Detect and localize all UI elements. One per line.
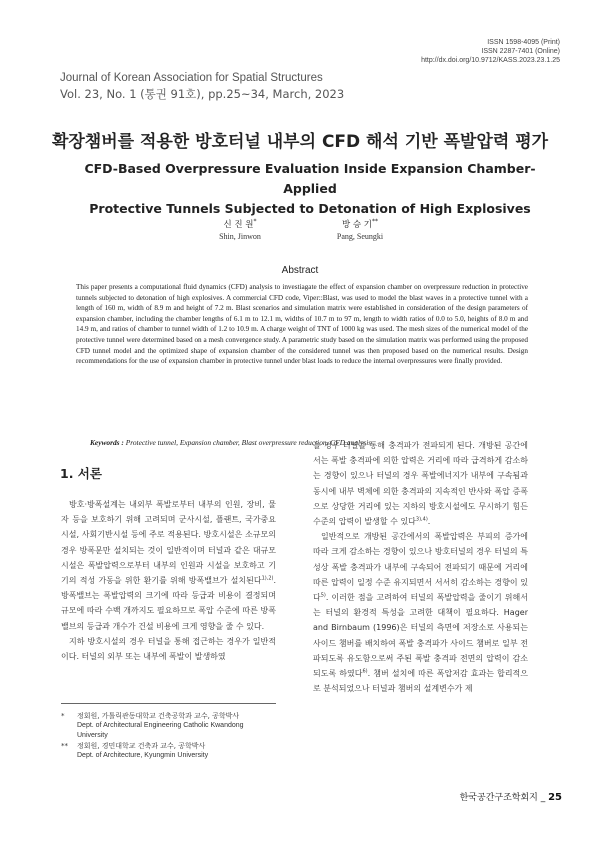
footnote-divider	[61, 703, 276, 704]
page-number: 25	[548, 792, 562, 803]
issn-block	[421, 38, 560, 65]
footnotes	[61, 711, 276, 761]
author-2-name-kr: 방 승 기	[341, 219, 373, 230]
footer-journal: 한국공간구조학회지 _	[459, 793, 549, 803]
footnote-kr: 정회원, 가톨릭관동대학교 건축공학과 교수, 공학박사	[77, 712, 240, 720]
citation: 1),2)	[261, 575, 274, 582]
paragraph-text: . 챔버 설치에 따른 폭압저감 효과는 합리적으로 분석되었으나 터널과 챔버의 설계변수가 제	[313, 669, 528, 694]
title-english	[60, 159, 560, 219]
citation: 5)	[320, 592, 326, 599]
footnote-kr: 정회원, 경민대학교 건축과 교수, 공학박사	[77, 742, 206, 750]
left-column-body	[61, 497, 276, 702]
keywords-text: Protective tunnel, Expansion chamber, Blast overpressure reduction, CFD analysis	[125, 438, 372, 447]
footnote-mark: *	[61, 712, 65, 720]
footnote-mark: **	[61, 742, 68, 750]
journal-name: Journal of Korean Association for Spatial Structures	[60, 72, 323, 84]
paragraph-text: 일반적으로 개방된 공간에서의 폭발압력은 부피의 증가에 따라 크게 감소하는 경향이 있으나 방호터널의 경우 터널의 특성상 폭발 충격파가 내부에 구속되어 전파되기 때문에 거리에 따른 압력이 일정 수준 유지되면서 서서히 감소하는 경향이 있다	[313, 532, 528, 603]
paragraph	[61, 634, 276, 664]
right-column-body	[313, 438, 528, 784]
author-1-name-en: Shin, Jinwon	[219, 231, 261, 241]
title-english-line1: CFD-Based Overpressure Evaluation Inside Expansion Chamber-Applied	[84, 161, 536, 196]
author-1-name-kr: 신 진 원	[223, 219, 254, 230]
doi-link[interactable]: http://dx.doi.org/10.9712/KASS.2023.23.1.25	[421, 57, 560, 64]
author-2-name-en: Pang, Seungki	[336, 231, 384, 241]
paragraph-text: 지하 방호시설의 경우 터널을 통해 접근하는 경우가 일반적이다. 터널의 외부 또는 내부에 폭발이 발생하였	[61, 636, 276, 662]
paragraph-text: 을 경우 터널을 통해 충격파가 전파되게 된다. 개방된 공간에서는 폭발 충격파에 의한 압력은 거리에 따라 급격하게 감소하는 경향이 있으나 터널의 경우 폭발에너지가 내부에 구속됨과 동시에 내부 벽체에 의한 충격파의 지속적인 반사와 폭압 증폭으로 상당한 거리에 있는 지하의 방호시설에도 무시하기 힘든 수준의 압력이 발생할 수 있다	[313, 441, 528, 527]
section-heading-intro: 1. 서론	[60, 466, 102, 481]
issn-print: ISSN 1598-4095 (Print)	[487, 39, 560, 46]
author-2	[280, 216, 440, 243]
keywords-label: Keywords :	[90, 438, 126, 447]
author-2-mark: **	[372, 218, 379, 225]
title-korean: 확장챔버를 적용한 방호터널 내부의 CFD 해석 기반 폭발압력 평가	[51, 132, 549, 152]
footnote-en: Dept. of Architecture, Kyungmin University	[77, 752, 209, 759]
title-english-line2: Protective Tunnels Subjected to Detonation of High Explosives	[89, 201, 531, 216]
paragraph-text: 방호·방폭설계는 내외부 폭발로부터 내부의 인원, 장비, 물자 등을 보호하기 위해 고려되며 군사시설, 플랜트, 국가중요시설, 사회기반시설 등에 주로 적용된다. 방호시설은 소규모의 경우 방폭문만 설치되는 것이 일반적이며 터널과 같은 대규모 시설은 폭발압력으로부터 내부의 인원과 시설을 보호하고 기기의 적성 가동을 위한 환기를 위해 방폭밸브가 설치된다	[61, 500, 276, 586]
paragraph-text: . 방폭밸브는 폭발압력의 크기에 따라 등급과 비용이 결정되며 규모에 따라 수백 개까지도 필요하므로 폭압 수준에 따른 방폭밸브의 등급과 개수가 건설 비용에 크게 영향을 줄 수 있다.	[61, 576, 276, 631]
author-1-mark: *	[253, 218, 257, 225]
footnote-en: Dept. of Architectural Engineering Catholic Kwandong University	[77, 722, 244, 739]
abstract-heading: Abstract	[281, 265, 319, 276]
page-footer	[460, 790, 562, 803]
citation: 3),4)	[415, 516, 428, 523]
abstract-body: This paper presents a computational fluid dynamics (CFD) analysis to investiagate the effect of expansion chamber on overpressure reduction in protective tunnels subjected to detonation of high explosives. A commercial CFD code, Viper::Blast, was used to model the blast waves in a protective tunnel with a length of 160 m, width of 8.9 m and height of 7.2 m. Blast scenarios and simulation matrix were established in consideration of the design parameters of expansion chamber, including the chamber lengths of 6.1 m to 12.1 m, widths of 10.7 m to 97 m, length to width ratios of 0.0 to 5.0, heights of 8.0 m and 14.9 m, and ratios of chamber to tunnel width of 1.2 to 10.9 m. A charge weight of TNT of 1000 kg was used. The mesh sizes of the numerical model of the protective tunnel were determined based on a mesh convergence study. A parametric study based on the simulation matrix was performed using the proposed CFD tunnel model and the optimized shape of expansion chamber of the considered tunnel was then proposed based on the numerical results. Design recommendations for the use of expansion chamber in protective tunnel under blast loads to reduce the internal overpressures were finally provided.	[76, 283, 528, 366]
paragraph	[61, 497, 276, 634]
paragraph: 을 경우 터널을 통해 충격파가 전파되게 된다. 개방된 공간에서는 폭발 충격파에 의한 압력은 거리에 따라 급격하게 감소하는 경향이 있으나 터널의 경우 폭발에너지가 내부에 구속됨과 동시에 내부 벽체에 의한 충격파의 지속적인 반사와 폭압 증폭으로 상당한 거리에 있는 지하의 방호시설에도 무시하기 힘든 수준의 압력이 발생할 수 있다$^{3),4)}$.	[313, 441, 528, 527]
footnote-1	[61, 711, 276, 741]
issn-online: ISSN 2287-7401 (Online)	[481, 48, 560, 55]
journal-volume: Vol. 23, No. 1 (통권 91호), pp.25~34, March, 2023	[60, 87, 345, 101]
paragraph	[313, 529, 528, 696]
footnote-2	[61, 741, 276, 761]
citation: 6)	[362, 668, 368, 675]
paragraph-text: . 이러한 점을 고려하여 터널의 폭발압력을 줄이기 위해서는 터널의 환경적 특성을 고려한 대책이 필요하다. Hager and Birnbaum (1996)은 터널의 측면에 저장소로 사용되는 사이드 챔버를 배치하여 폭발 충격파가 사이드 챔버로 일부 전파되도록 유도함으로써 주된 폭발 충격파 전면의 압력이 감소되도록 하였다	[313, 593, 528, 679]
